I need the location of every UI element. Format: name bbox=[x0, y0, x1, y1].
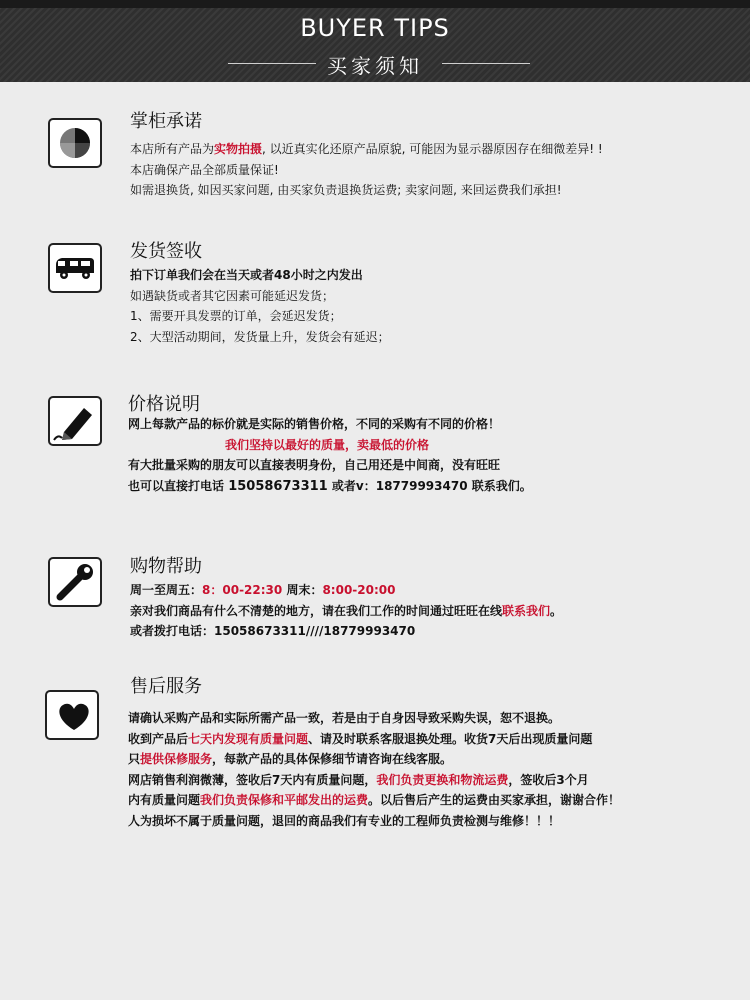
marker-pen-icon bbox=[48, 396, 102, 446]
text: 或者拨打电话：15058673311////18779993470 bbox=[130, 624, 416, 638]
weekend-hours: 8:00-20:00 bbox=[322, 583, 396, 597]
header-top-bar bbox=[0, 0, 750, 8]
heart-icon bbox=[45, 690, 99, 740]
highlight-text: 联系我们 bbox=[502, 603, 551, 618]
text: 。以后售后产生的运费由买家承担，谢谢合作！ bbox=[368, 793, 621, 807]
highlight-text: 我们负责更换和物流运费 bbox=[376, 772, 509, 787]
text: 收到产品后 bbox=[128, 731, 189, 746]
text: 有大批量采购的朋友可以直接表明身份，自己用还是中间商，没有旺旺 bbox=[128, 458, 501, 472]
text: 拍下订单我们会在当天或者48小时之内发出 bbox=[130, 268, 363, 282]
text: 周末： bbox=[286, 583, 323, 597]
text: 2、大型活动期间，发货量上升，发货会有延迟； bbox=[130, 329, 390, 344]
header-divider-right bbox=[442, 63, 530, 64]
highlight-text: 提供保修服务 bbox=[140, 752, 213, 766]
section-body bbox=[128, 414, 532, 497]
highlight-text: 七天内发现有质量问题 bbox=[188, 731, 309, 746]
text: 本店确保产品全部质量保证! bbox=[130, 162, 279, 177]
section-title: 售后服务 bbox=[130, 676, 202, 697]
section-body bbox=[128, 708, 620, 831]
text: ，每款产品的具体保修细节请咨询在线客服。 bbox=[212, 752, 453, 766]
text: 内有质量问题 bbox=[128, 793, 201, 807]
text: 如需退换货, 如因买家问题, 由买家负责退换货运费; 卖家问题, 来回运费我们承担! bbox=[130, 183, 562, 197]
text: 联系我们。 bbox=[471, 478, 532, 493]
truck-icon bbox=[48, 243, 102, 293]
text: 也可以直接打电话 bbox=[128, 478, 225, 493]
text: 只 bbox=[128, 752, 141, 766]
section-body bbox=[130, 265, 390, 347]
section-title: 价格说明 bbox=[128, 394, 200, 415]
text: 网上每款产品的标价就是实际的销售价格，不同的采购有不同的价格！ bbox=[128, 417, 501, 431]
text: 1、需要开具发票的订单，会延迟发货； bbox=[130, 309, 342, 323]
text: 。 bbox=[550, 603, 563, 618]
text: 、请及时联系客服退换处理。收货7天后出现质量问题 bbox=[308, 731, 593, 746]
page-header bbox=[0, 0, 750, 82]
wrench-icon bbox=[48, 557, 102, 607]
header-title-cn: 买家须知 bbox=[327, 54, 423, 78]
text: 如遇缺货或者其它因素可能延迟发货； bbox=[130, 288, 335, 303]
section-body bbox=[130, 580, 562, 642]
pie-chart-icon bbox=[48, 118, 102, 168]
text: ，签收后3个月 bbox=[508, 772, 589, 787]
text: 本店所有产品为 bbox=[130, 142, 215, 156]
header-title-en: BUYER TIPS bbox=[300, 14, 450, 42]
text: 人为损坏不属于质量问题，退回的商品我们有专业的工程师负责检测与维修！！！ bbox=[128, 813, 561, 828]
text: 周一至周五： bbox=[130, 583, 203, 597]
text: 网店销售利润微薄，签收后7天内有质量问题， bbox=[128, 772, 377, 787]
highlight-text: 我们负责保修和平邮发出的运费 bbox=[200, 793, 369, 807]
weekday-hours: 8：00-22:30 bbox=[202, 583, 283, 597]
text: 请确认采购产品和实际所需产品一致，若是由于自身因导致采购失误，恕不退换。 bbox=[128, 711, 561, 725]
text: 亲对我们商品有什么不清楚的地方，请在我们工作的时间通过旺旺在线 bbox=[130, 603, 503, 618]
section-body bbox=[130, 139, 603, 201]
highlight-text: 我们坚持以最好的质量，卖最低的价格 bbox=[225, 437, 430, 452]
highlight-text: 实物拍摄 bbox=[214, 142, 263, 156]
text: 或者v：18779993470 bbox=[331, 478, 468, 493]
text: , 以近真实化还原产品原貌, 可能因为显示器原因存在细微差异! ! bbox=[262, 142, 603, 156]
section-title: 发货签收 bbox=[130, 241, 202, 262]
phone-number: 15058673311 bbox=[228, 478, 328, 494]
section-title: 掌柜承诺 bbox=[130, 111, 202, 132]
section-title: 购物帮助 bbox=[130, 556, 202, 577]
